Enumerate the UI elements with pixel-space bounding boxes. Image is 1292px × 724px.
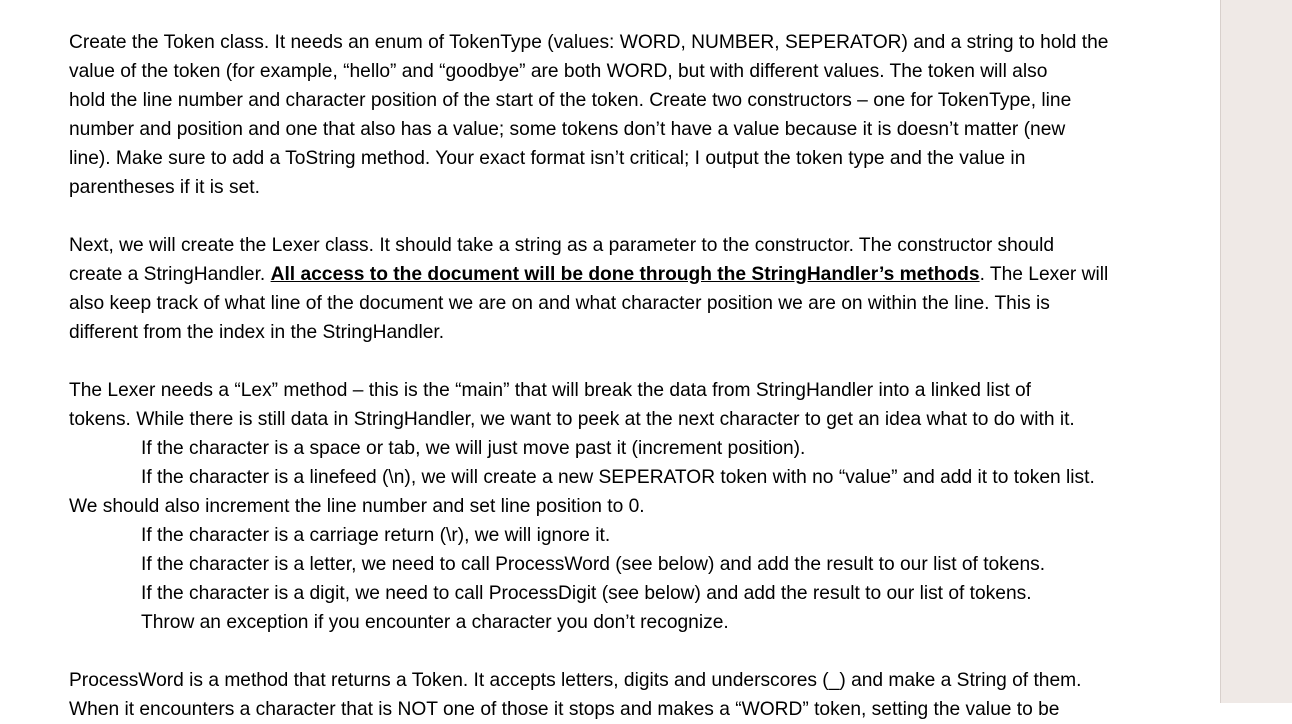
rule-letter: If the character is a letter, we need to call ProcessWord (see below) and add the result to our list of tokens. <box>141 554 1046 575</box>
paragraph-token-class <box>69 28 1169 202</box>
text-line: hold the line number and character position of the start of the token. Create two constructors – one for TokenType, line <box>69 90 1072 111</box>
empty-paragraph <box>69 202 1169 231</box>
text-run: . The Lexer will <box>979 264 1109 285</box>
canvas-background <box>1221 0 1292 703</box>
text-line: If the character is a linefeed (\n), we will create a new SEPERATOR token with no “value” and add it to token list. <box>141 467 1095 488</box>
text-run: create a StringHandler. <box>69 264 271 285</box>
text-line <box>69 260 1169 289</box>
paragraph-lexer-class <box>69 231 1169 347</box>
emphasized-text: All access to the document will be done through the StringHandler’s methods <box>270 264 980 285</box>
text-line: ProcessWord is a method that returns a Token. It accepts letters, digits and underscores (_) and make a String of them. <box>69 670 1082 691</box>
rule-carriage-return: If the character is a carriage return (\r), we will ignore it. <box>141 525 611 546</box>
text-line: parentheses if it is set. <box>69 177 260 198</box>
paragraph-lex-method <box>69 376 1169 434</box>
text-line: different from the index in the StringHandler. <box>69 322 445 343</box>
rule-space-tab: If the character is a space or tab, we will just move past it (increment position). <box>141 438 806 459</box>
text-line: number and position and one that also has a value; some tokens don’t have a value because it is doesn’t matter (new <box>69 119 1066 140</box>
empty-paragraph <box>69 347 1169 376</box>
text-line: Next, we will create the Lexer class. It should take a string as a parameter to the constructor. The constructor should <box>69 235 1055 256</box>
text-line: The Lexer needs a “Lex” method – this is the “main” that will break the data from StringHandler into a linked list of <box>69 380 1031 401</box>
rule-digit: If the character is a digit, we need to call ProcessDigit (see below) and add the result to our list of tokens. <box>141 583 1032 604</box>
text-line: When it encounters a character that is NOT one of those it stops and makes a “WORD” token, setting the value to be <box>69 699 1060 720</box>
text-line: tokens. While there is still data in StringHandler, we want to peek at the next character to get an idea what to do with it. <box>69 409 1075 430</box>
paragraph-process-word <box>69 666 1169 724</box>
empty-paragraph <box>69 637 1169 666</box>
text-line: line). Make sure to add a ToString method. Your exact format isn’t critical; I output the token type and the value in <box>69 148 1026 169</box>
rule-linefeed <box>69 463 1169 521</box>
text-line: value of the token (for example, “hello” and “goodbye” are both WORD, but with different values. The token will also <box>69 61 1048 82</box>
text-line: We should also increment the line number and set line position to 0. <box>69 496 645 517</box>
text-line: Create the Token class. It needs an enum of TokenType (values: WORD, NUMBER, SEPERATOR) and a string to hold the <box>69 32 1109 53</box>
text-line: also keep track of what line of the document we are on and what character position we are on within the line. This is <box>69 293 1050 314</box>
rule-exception: Throw an exception if you encounter a character you don’t recognize. <box>141 612 729 633</box>
document-body[interactable] <box>69 28 1169 724</box>
